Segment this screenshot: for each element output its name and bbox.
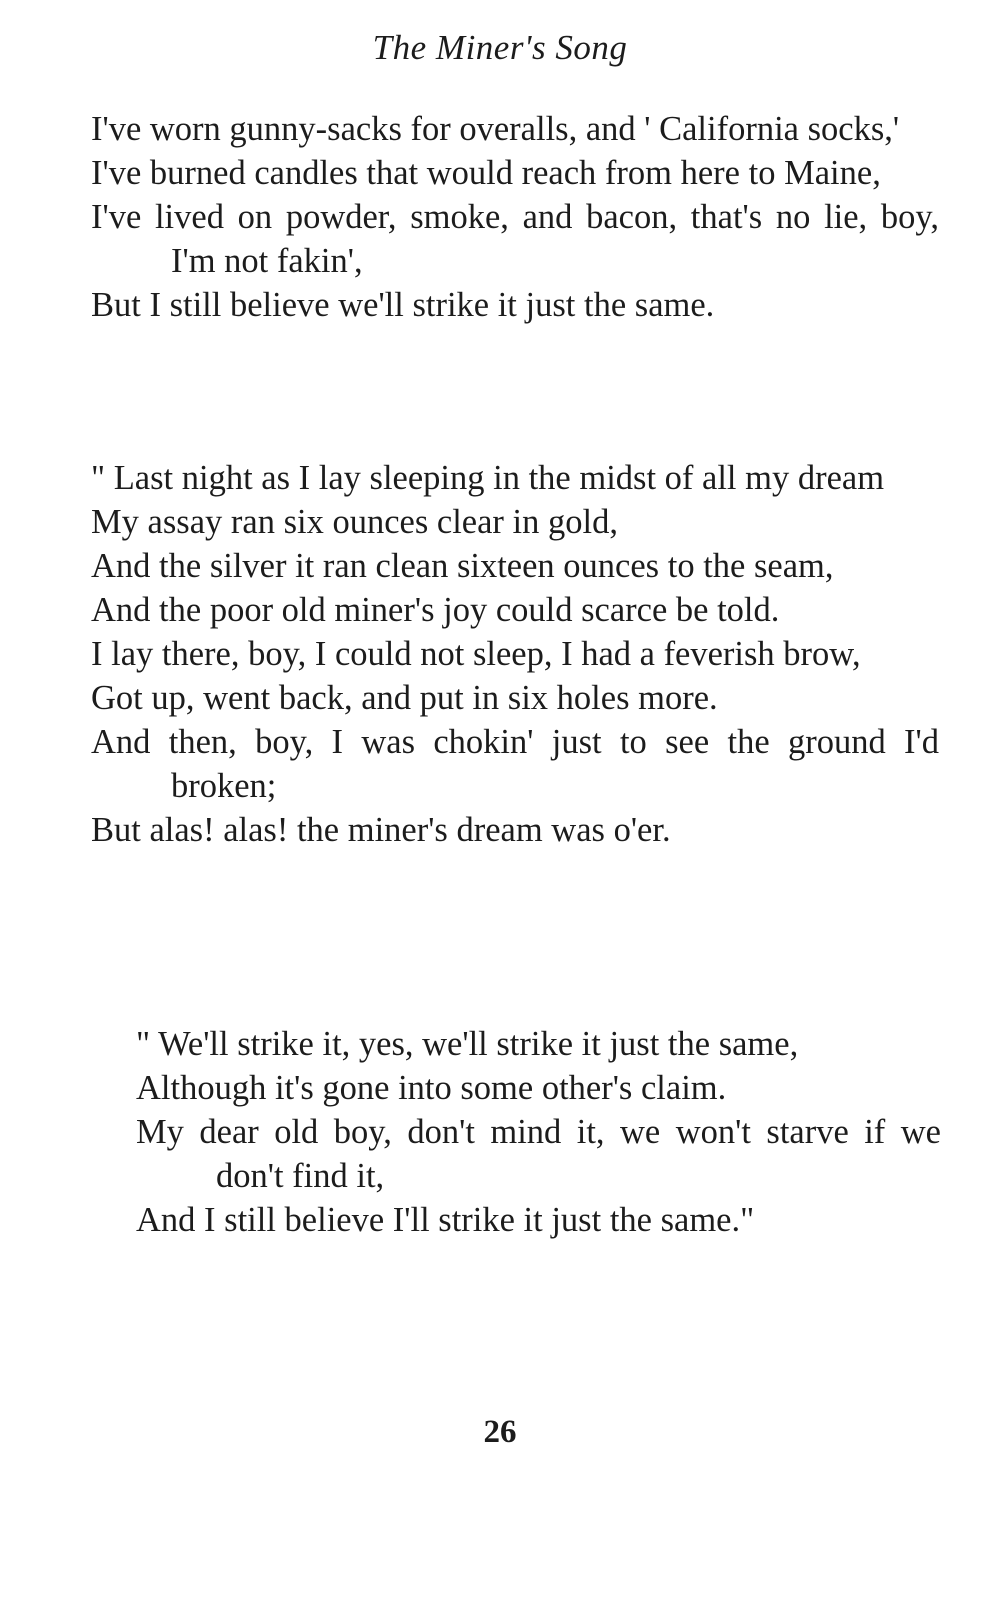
verse-line: " Last night as I lay sleeping in the midst of all my dream — [91, 459, 885, 497]
verse-line: But I still believe we'll strike it just the same. — [91, 286, 715, 324]
verse-line: But alas! alas! the miner's dream was o'er. — [91, 811, 671, 849]
verse-line: I've burned candles that would reach from here to Maine, — [91, 154, 881, 192]
verse-line: And then, boy, I was chokin' just to see the ground I'd broken; — [91, 723, 939, 805]
verse-line: My assay ran six ounces clear in gold, — [91, 503, 618, 541]
verse-line: " We'll strike it, yes, we'll strike it just the same, — [136, 1025, 799, 1063]
page-number: 26 — [483, 1414, 517, 1450]
verse-line: And the silver it ran clean sixteen ounces to the seam, — [91, 547, 834, 585]
running-head: The Miner's Song — [372, 28, 628, 67]
verse-line: I've lived on powder, smoke, and bacon, that's no lie, boy, I'm not fakin', — [91, 198, 939, 280]
verse-line: I lay there, boy, I could not sleep, I had a feverish brow, — [91, 635, 861, 673]
verse-line: And the poor old miner's joy could scarce be told. — [91, 591, 780, 629]
verse-line: Although it's gone into some other's claim. — [136, 1069, 727, 1107]
verse-line: My dear old boy, don't mind it, we won't starve if we don't find it, — [136, 1113, 941, 1195]
verse-line: And I still believe I'll strike it just the same." — [136, 1201, 755, 1239]
stanza-1 — [91, 107, 939, 327]
verse-line: Got up, went back, and put in six holes more. — [91, 679, 718, 717]
verse-line: I've worn gunny-sacks for overalls, and ' California socks,' — [91, 110, 900, 148]
stanza-2 — [91, 456, 939, 852]
chorus-stanza — [136, 1022, 941, 1242]
